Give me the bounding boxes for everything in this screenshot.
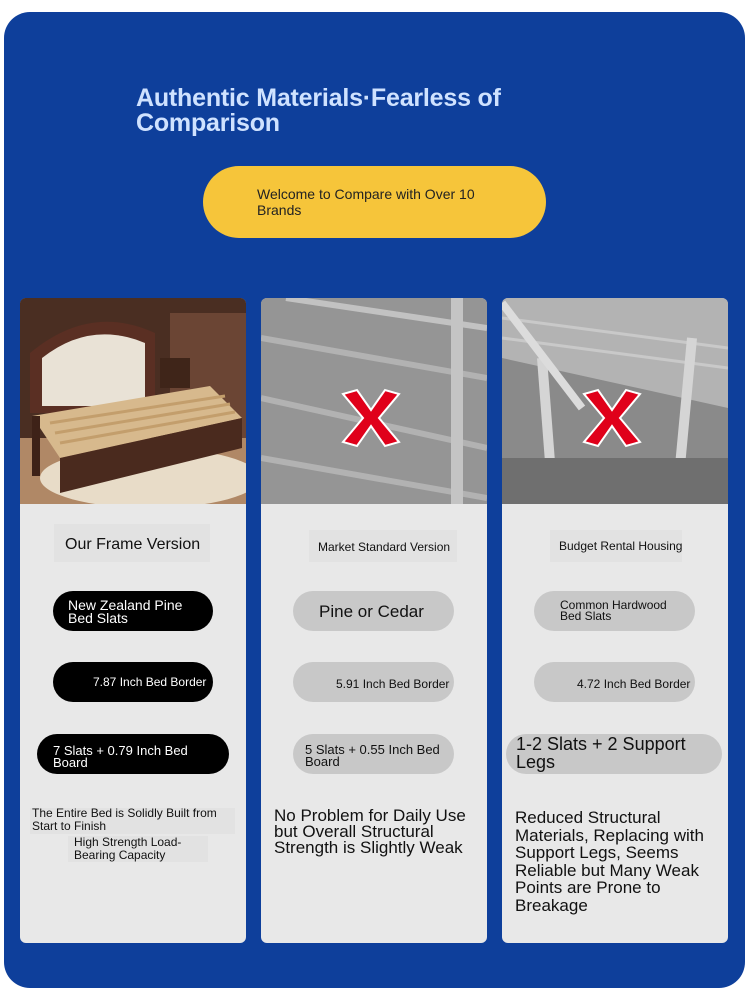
bed-photo (20, 298, 246, 504)
budget-rental-column (502, 298, 728, 943)
column-heading: Our Frame Version (65, 536, 201, 553)
column-heading: Market Standard Version (318, 540, 451, 554)
slats-text: 1-2 Slats + 2 Support Legs (516, 734, 686, 772)
compare-banner-text: Welcome to Compare with Over 10 Brands (257, 186, 475, 218)
our-frame-column (20, 298, 246, 943)
note-weak-points: Reduced Structural Materials, Replacing with Support Legs, Seems Reliable but Many Weak Points are Prone to Breakage (515, 808, 704, 915)
material-text: Common Hardwood Bed Slats (560, 598, 667, 623)
note-daily-use: No Problem for Daily Use but Overall Structural Strength is Slightly Weak (274, 806, 466, 857)
slats-text: 5 Slats + 0.55 Inch Bed Board (305, 742, 440, 769)
slats-text: 7 Slats + 0.79 Inch Bed Board (53, 743, 188, 770)
material-text: Pine or Cedar (319, 602, 424, 621)
x-cross-icon (339, 386, 403, 450)
note-strong-build: The Entire Bed is Solidly Built from Start to Finish (32, 806, 217, 833)
market-standard-column (261, 298, 487, 943)
x-cross-icon (580, 386, 644, 450)
border-text: 5.91 Inch Bed Border (336, 677, 450, 691)
column-heading: Budget Rental Housing (559, 539, 683, 553)
page-title: Authentic Materials·Fearless of Comparison (136, 84, 501, 137)
border-text: 4.72 Inch Bed Border (577, 677, 691, 691)
border-text: 7.87 Inch Bed Border (93, 675, 207, 689)
material-text: New Zealand Pine Bed Slats (68, 597, 183, 626)
note-load-bearing: High Strength Load-Bearing Capacity (74, 835, 182, 862)
